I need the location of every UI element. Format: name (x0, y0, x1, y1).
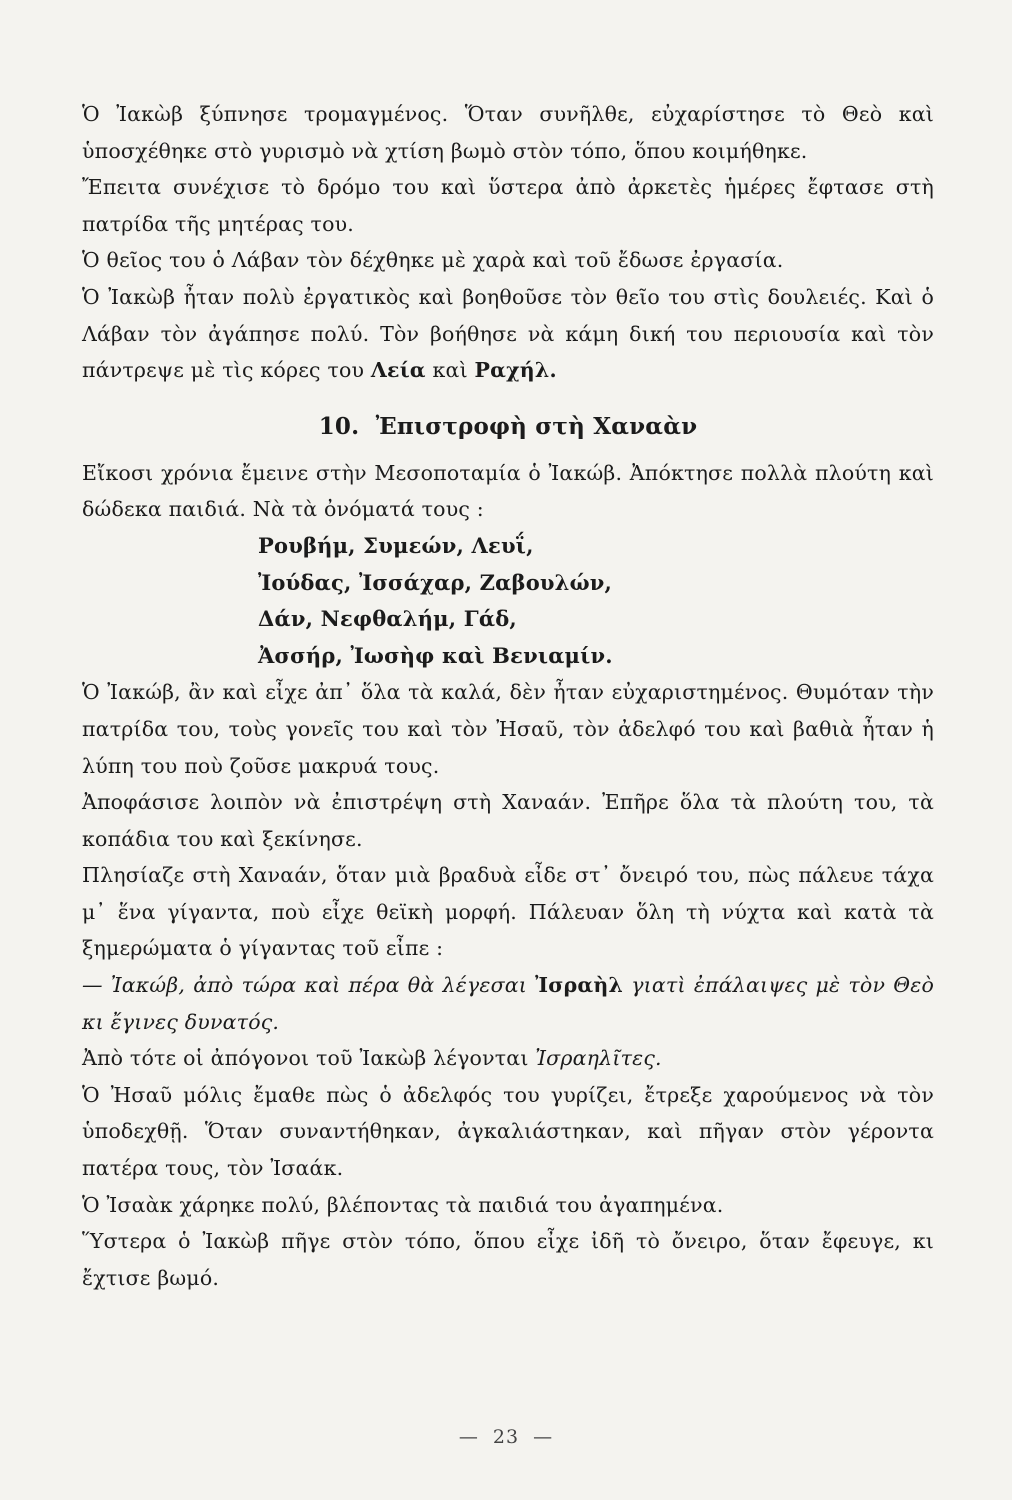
section-title: Ἐπιστροφὴ στὴ Χαναὰν (375, 412, 698, 440)
name-leia: Λεία (370, 358, 426, 383)
sons-line: Δάν, Νεφθαλήμ, Γάδ, (258, 606, 517, 632)
paragraph-israelites (82, 1040, 934, 1077)
israelites-term: Ἰσραηλῖτες. (535, 1046, 662, 1071)
paragraph-6: Ὁ Ἰακώβ, ἂν καὶ εἶχε ἀπ᾿ ὅλα τὰ καλά, δὲν ἦταν εὐχαριστημένος. Θυμόταν τὴν πατρίδα του, τοὺς γονεῖς του καὶ τὸν Ἠσαῦ, τὸν ἀδελφό του καὶ βαθιὰ ἦταν ἡ λύπη του ποὺ ζοῦσε μακρυά τους. (82, 680, 934, 778)
paragraph-3: Ὁ θεῖος του ὁ Λάβαν τὸν δέχθηκε μὲ χαρὰ καὶ τοῦ ἔδωσε ἐργασία. (82, 248, 784, 273)
paragraph-9: Ὁ Ἠσαῦ μόλις ἔμαθε πὼς ὁ ἀδελφός του γυρίζει, ἔτρεξε χαρούμενος νὰ τὸν ὑποδεχθῇ. Ὅταν συναντήθηκαν, ἀγκαλιάστηκαν, καὶ πῆγαν στὸν γέροντα πατέρα τους, τὸν Ἰσαάκ. (82, 1082, 934, 1181)
section-number: 10. (318, 412, 360, 440)
sons-line: Ρουβήμ, Συμεών, Λευΐ, (258, 532, 534, 558)
paragraph-11: Ὕστερα ὁ Ἰακὼβ πῆγε στὸν τόπο, ὅπου εἶχε ἰδῆ τὸ ὄνειρο, ὅταν ἔφευγε, κι ἔχτισε βωμό. (82, 1229, 934, 1290)
page-text (82, 96, 934, 1296)
name-israel: Ἰσραὴλ (535, 973, 624, 998)
dash-right: — (533, 1426, 554, 1448)
dash-left: — (458, 1426, 479, 1448)
paragraph-5: Εἴκοσι χρόνια ἔμεινε στὴν Μεσοποταμία ὁ Ἰακώβ. Ἀπόκτησε πολλὰ πλούτη καὶ δώδεκα παιδιά. Νὰ τὰ ὀνόματά τους : (82, 460, 934, 522)
israelites-text: Ἀπὸ τότε οἱ ἀπόγονοι τοῦ Ἰακὼβ λέγονται (82, 1046, 529, 1071)
page-number: 23 (492, 1426, 520, 1448)
conjunction: καὶ (432, 358, 468, 383)
sons-line: Ἀσσήρ, Ἰωσὴφ καὶ Βενιαμίν. (258, 642, 613, 668)
sons-list (82, 528, 934, 674)
quote-lead: — Ἰακώβ, ἀπὸ τώρα καὶ πέρα θὰ λέγεσαι (82, 973, 528, 998)
paragraph-8: Πλησίαζε στὴ Χαναάν, ὅταν μιὰ βραδυὰ εἶδε στ᾿ ὄνειρό του, πὼς πάλευε τάχα μ᾿ ἕνα γίγαντα, ποὺ εἶχε θεϊκὴ μορφή. Πάλευαν ὅλη τὴ νύχτα καὶ κατὰ τὰ ξημερώματα ὁ γίγαντας τοῦ εἶπε : (82, 863, 934, 961)
page-number-footer (0, 1426, 1012, 1448)
quote-tail: γιατὶ ἐπάλαιψες μὲ τὸν Θεὸ κι ἔγινες δυνατός. (82, 973, 934, 1034)
paragraph-4-text: Ὁ Ἰακὼβ ἦταν πολὺ ἐργατικὸς καὶ βοηθοῦσε τὸν θεῖο του στὶς δουλειές. Καὶ ὁ Λάβαν τὸν ἀγάπησε πολύ. Τὸν βοήθησε νὰ κάμη δική του περιουσία καὶ τὸν πάντρεψε μὲ τὶς κόρες του (82, 284, 934, 383)
name-rachel: Ραχήλ. (474, 358, 557, 383)
paragraph-7: Ἀποφάσισε λοιπὸν νὰ ἐπιστρέψη στὴ Χαναάν. Ἐπῆρε ὅλα τὰ πλούτη του, τὰ κοπάδια του καὶ ξεκίνησε. (82, 790, 934, 851)
sons-line: Ἰούδας, Ἰσσάχαρ, Ζαβουλών, (258, 569, 613, 595)
section-heading (82, 409, 934, 445)
quote-paragraph (82, 967, 934, 1040)
paragraph-2: Ἔπειτα συνέχισε τὸ δρόμο του καὶ ὕστερα ἀπὸ ἀρκετὲς ἡμέρες ἔφτασε στὴ πατρίδα τῆς μητέρας του. (82, 175, 934, 236)
paragraph-10: Ὁ Ἰσαὰκ χάρηκε πολύ, βλέποντας τὰ παιδιά του ἀγαπημένα. (82, 1192, 724, 1217)
paragraph-4 (82, 279, 934, 389)
paragraph-1: Ὁ Ἰακὼβ ξύπνησε τρομαγμένος. Ὅταν συνῆλθε, εὐχαρίστησε τὸ Θεὸ καὶ ὑποσχέθηκε στὸ γυρισμὸ νὰ χτίση βωμὸ στὸν τόπο, ὅπου κοιμήθηκε. (82, 102, 934, 163)
